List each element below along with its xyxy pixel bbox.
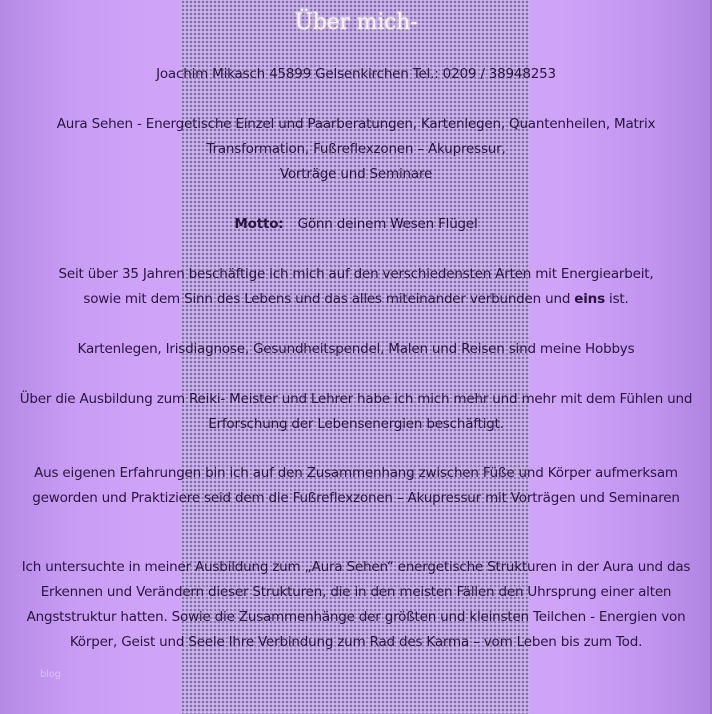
reiki-line-1: Über die Ausbildung zum Reiki- Meister und Lehrer habe ich mich mehr und mehr mit dem Fühlen und (19, 391, 693, 407)
intro-emphasis: eins (574, 291, 605, 307)
motto-text: Gönn deinem Wesen Flügel (297, 216, 478, 232)
aura-line-1: Ich untersuchte in meiner Ausbildung zum „Aura Sehen“ energetische Strukturen in der Aura und das (21, 559, 691, 575)
page-title: Über mich- (294, 10, 418, 35)
intro-line-1: Seit über 35 Jahren beschäftige ich mich auf den verschiedensten Arten mit Energiearbeit, (58, 266, 654, 282)
aura-line-2: Erkennen und Verändern dieser Strukturen, die in den meisten Fällen den Uhrsprung einer alten (40, 584, 672, 600)
aura-line-3: Angststruktur hatten. Sowie die Zusammenhänge der größten und kleinsten Teilchen - Energien von (26, 609, 686, 625)
aura-line-4: Körper, Geist und Seele Ihre Verbindung zum Rad des Karma – vom Leben bis zum Tod. (69, 634, 643, 650)
contact-line: Joachim Mikasch 45899 Gelsenkirchen Tel.: 0209 / 38948253 (156, 66, 556, 82)
intro-line-2-start: sowie mit dem Sinn des Lebens und das alles miteinander verbunden und (83, 291, 575, 307)
reiki-line-2: Erforschung der Lebensenergien beschäftigt. (208, 416, 504, 432)
experience-line-2: geworden und Praktiziere seid dem die Fußreflexzonen – Akupressur mit Vorträgen und Seminaren (32, 490, 680, 506)
services-line-1: Aura Sehen - Energetische Einzel und Paarberatungen, Kartenlegen, Quantenheilen, Matrix (56, 116, 656, 132)
motto-line (0, 212, 712, 237)
intro-line-2 (0, 287, 712, 312)
hobbies-line: Kartenlegen, Irisdiagnose, Gesundheitspendel, Malen und Reisen sind meine Hobbys (77, 341, 635, 357)
services-line-3: Vorträge und Seminare (279, 166, 433, 182)
experience-line-1: Aus eigenen Erfahrungen bin ich auf den Zusammenhang zwischen Füße und Körper aufmerksam (34, 465, 678, 481)
motto-label: Motto: (234, 216, 284, 232)
services-line-2: Transformation, Fußreflexzonen – Akupressur, (206, 141, 506, 157)
intro-line-2-end: ist. (604, 291, 629, 307)
blog-link[interactable]: blog (40, 669, 61, 680)
